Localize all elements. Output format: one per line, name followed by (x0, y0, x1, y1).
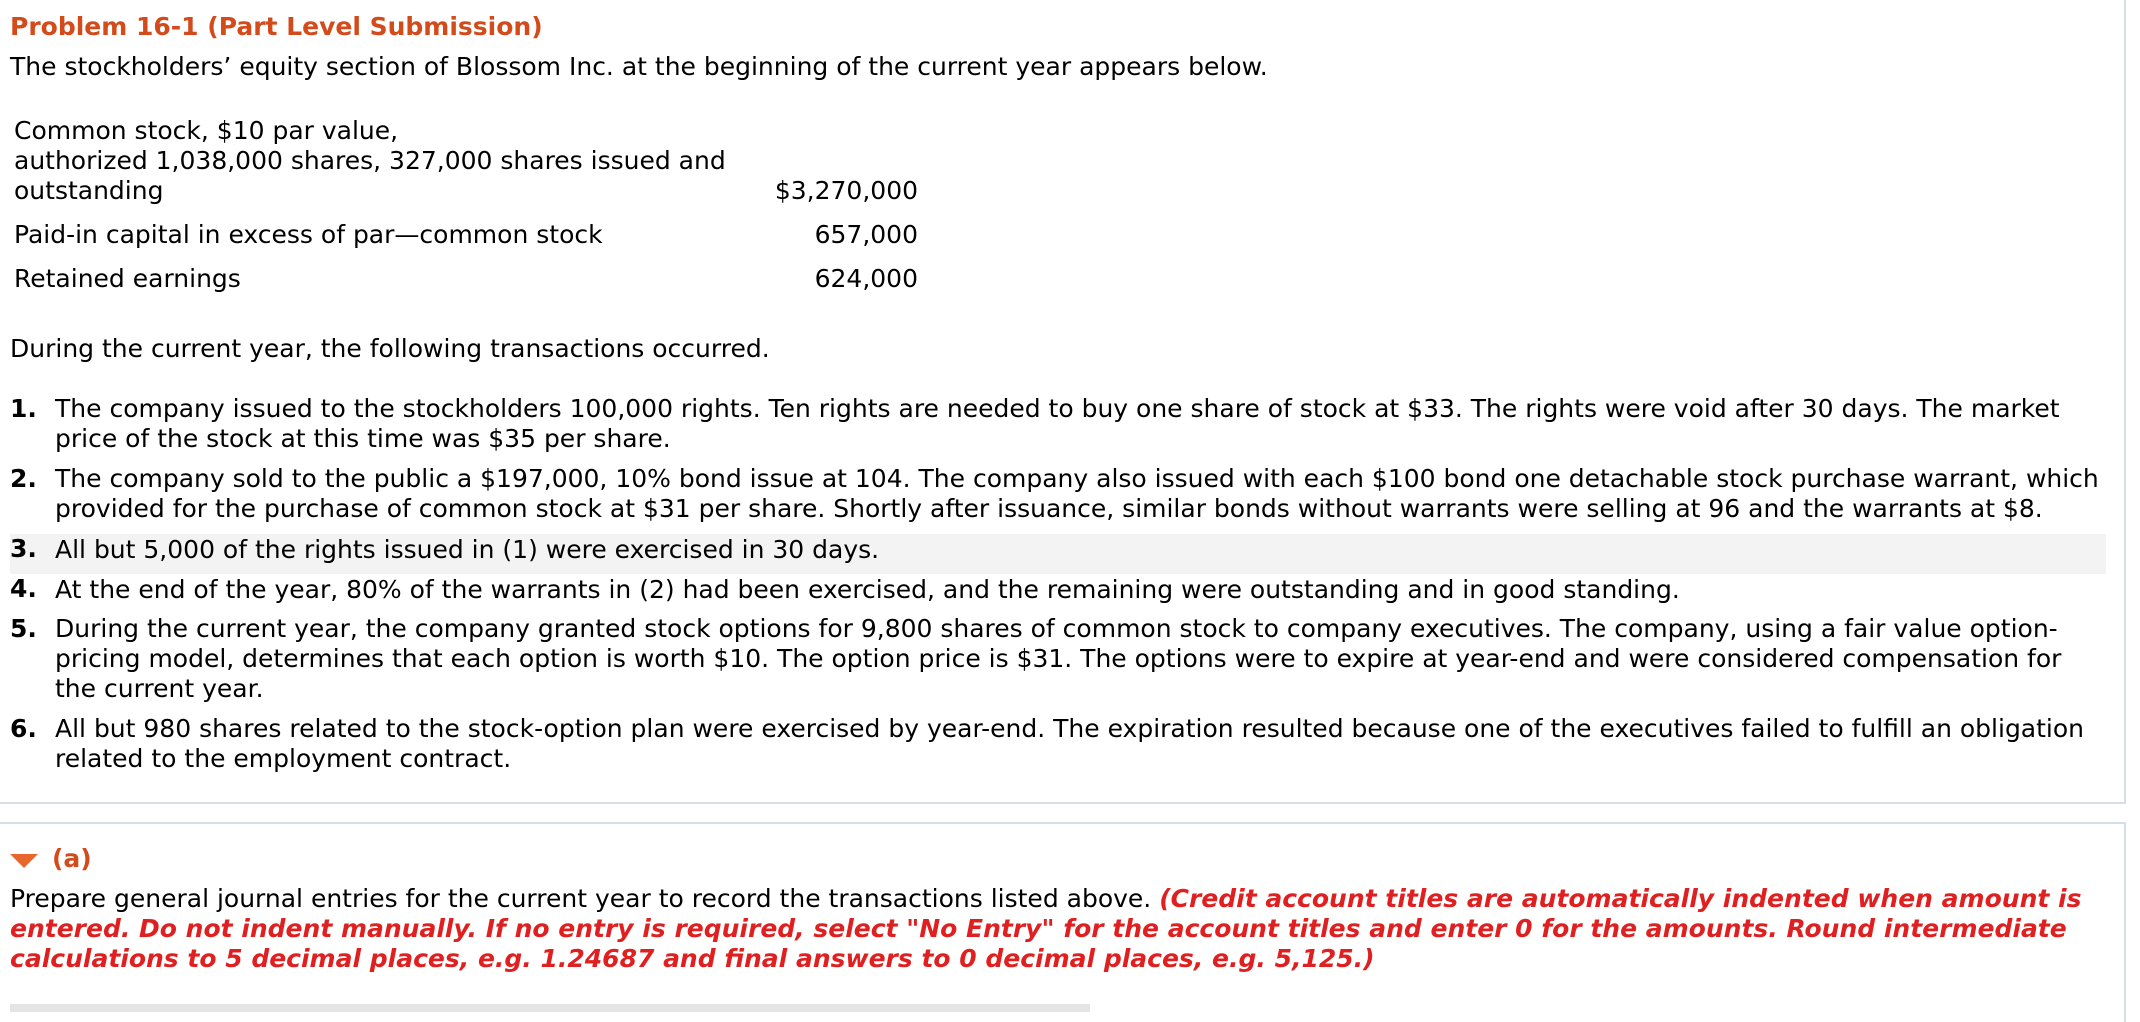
transaction-item (10, 714, 2106, 784)
transaction-text: All but 980 shares related to the stock-option plan were exercised by year-end. The expiration resulted because one of the executives failed to fulfill an obligation related to the employment contract. (55, 714, 2085, 773)
equity-label-line: outstanding (14, 176, 164, 205)
transaction-text: At the end of the year, 80% of the warrants in (2) had been exercised, and the remaining were outstanding and in good standing. (55, 575, 1680, 604)
transaction-item (10, 574, 2106, 614)
transaction-item (10, 534, 2106, 574)
problem-intro: The stockholders’ equity section of Blossom Inc. at the beginning of the current year appears below. (10, 52, 1268, 81)
transaction-text: All but 5,000 of the rights issued in (1) were exercised in 30 days. (55, 535, 880, 564)
part-a-toggle[interactable] (10, 844, 92, 873)
equity-label: Retained earnings (14, 264, 241, 293)
caret-down-icon[interactable] (10, 854, 38, 868)
instruction-text: Prepare general journal entries for the current year to record the transactions listed above. (10, 884, 1160, 913)
during-text: During the current year, the following transactions occurred. (10, 334, 770, 363)
transaction-item (10, 464, 2106, 534)
equity-label (14, 116, 734, 206)
equity-label-line: Common stock, $10 par value, (14, 116, 399, 145)
transaction-text: The company sold to the public a $197,000, 10% bond issue at 104. The company also issued with each $100 bond one detachable stock purchase warrant, which provided for the purchase of common stock at $31 per share. Shortly after issuance, similar bonds without warrants were selling at 96 and the warrants at $8. (55, 464, 2099, 523)
transaction-number: 4. (10, 574, 37, 603)
equity-amount: 624,000 (814, 264, 918, 293)
part-a-instructions (10, 884, 2090, 974)
equity-label-line: authorized 1,038,000 shares, 327,000 shares issued and (14, 146, 726, 175)
equity-table (14, 116, 918, 294)
transaction-number: 6. (10, 714, 37, 743)
equity-amount: $3,270,000 (774, 176, 918, 205)
transaction-number: 3. (10, 534, 37, 563)
transaction-text: During the current year, the company granted stock options for 9,800 shares of common stock to company executives. The company, using a fair value option-pricing model, determines that each option is worth $10. The option price is $31. The options were to expire at year-end and were considered compensation for the current year. (55, 614, 2062, 703)
equity-row (14, 206, 918, 250)
equity-amount: 657,000 (814, 220, 918, 249)
transaction-number: 1. (10, 394, 37, 423)
part-a-label: (a) (52, 844, 92, 873)
transaction-number: 2. (10, 464, 37, 493)
problem-title: Problem 16-1 (Part Level Submission) (10, 12, 543, 41)
transaction-list (10, 394, 2106, 784)
equity-label: Paid-in capital in excess of par—common stock (14, 220, 603, 249)
instruction-note: (Credit account titles are automatically indented when amount is entered. Do not indent manually. If no entry is required, select "No Entry" for the account titles and enter 0 for the amounts. Round intermediate calculations to 5 decimal places, e.g. 1.24687 and final answers to 0 decimal places, e.g. 5,125.) (10, 884, 2082, 973)
part-a-panel (0, 822, 2126, 1022)
transaction-text: The company issued to the stockholders 100,000 rights. Ten rights are needed to buy one share of stock at $33. The rights were void after 30 days. The market price of the stock at this time was $35 per share. (55, 394, 2060, 453)
transaction-item (10, 394, 2106, 464)
equity-row (14, 250, 918, 294)
transaction-number: 5. (10, 614, 37, 643)
equity-row (14, 116, 918, 206)
journal-entry-bar (10, 1004, 1090, 1012)
transaction-item (10, 614, 2106, 714)
